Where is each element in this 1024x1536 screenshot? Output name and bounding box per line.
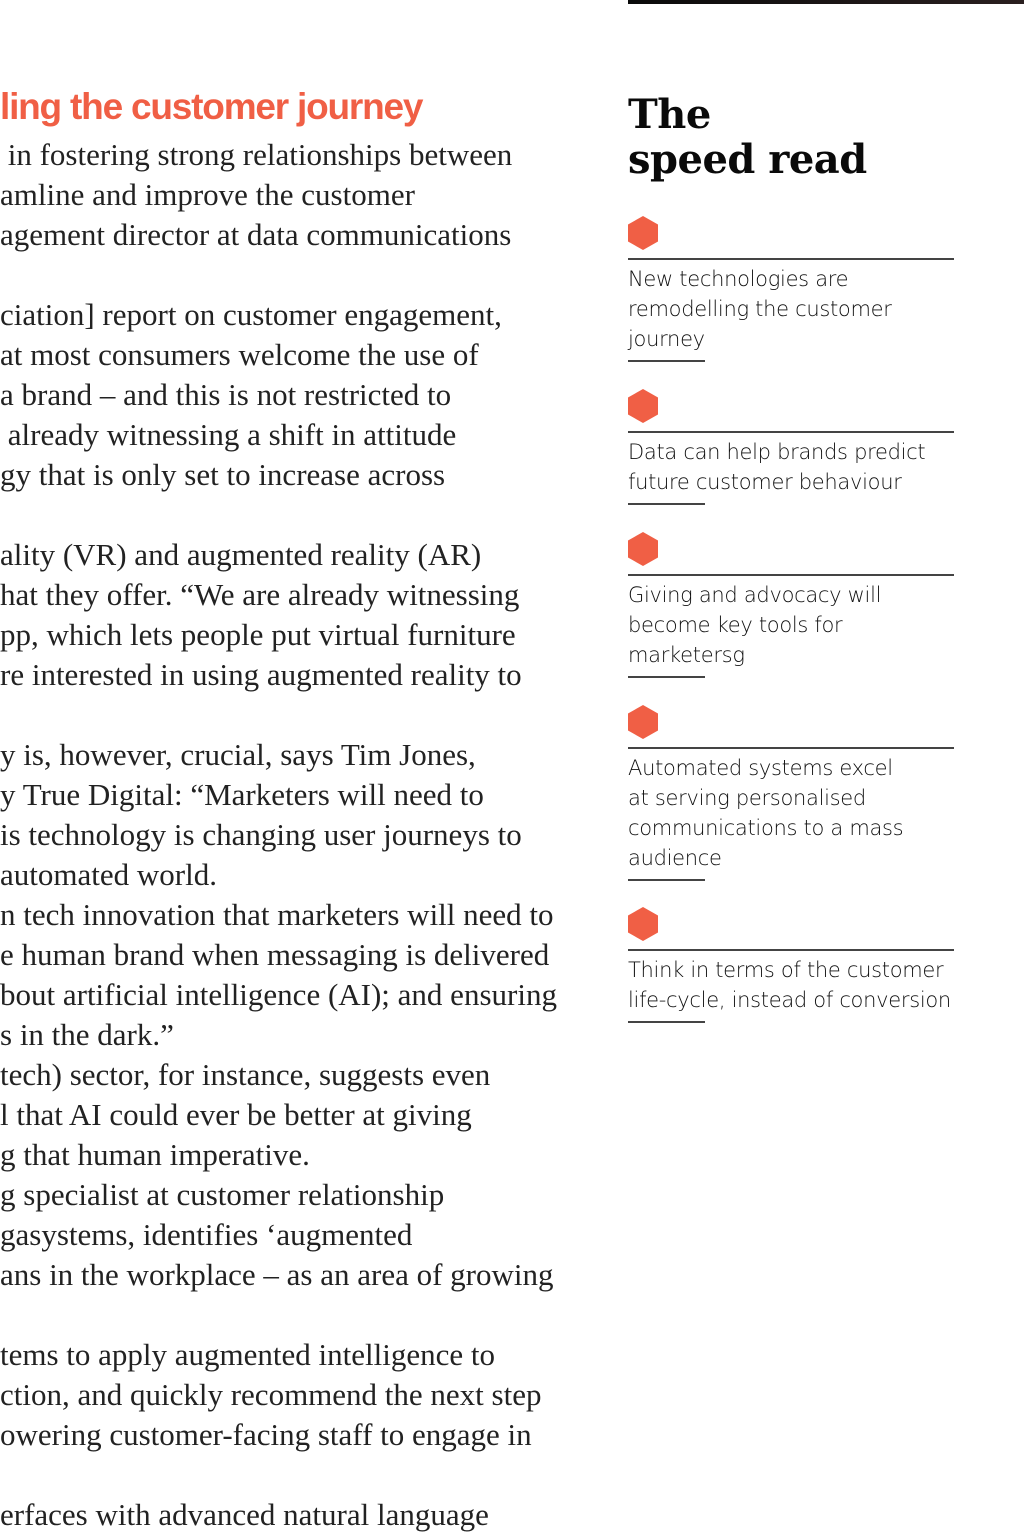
paragraph-gap	[0, 255, 570, 295]
speed-read-item	[628, 705, 954, 881]
body-text-line: is technology is changing user journeys to	[0, 817, 522, 852]
body-text-line: s in the dark.”	[0, 1017, 174, 1052]
body-text-line: n tech innovation that marketers will need to	[0, 897, 554, 932]
speed-read-title-line2: speed read	[628, 136, 867, 183]
body-text-line: y is, however, crucial, says Tim Jones,	[0, 737, 476, 772]
body-text-line: y True Digital: “Marketers will need to	[0, 777, 484, 812]
speed-read-item-text: Think in terms of the customer life-cycle, instead of conversion	[628, 958, 951, 1012]
divider-short	[628, 503, 705, 505]
speed-read-item	[628, 216, 954, 362]
body-text-line: amline and improve the customer	[0, 177, 415, 212]
body-text-line: ality (VR) and augmented reality (AR)	[0, 537, 482, 572]
hexagon-bullet-icon	[628, 705, 658, 739]
hexagon-bullet-icon	[628, 907, 658, 941]
paragraph-gap	[0, 695, 570, 735]
speed-read-item	[628, 907, 954, 1023]
speed-read-title	[628, 92, 867, 182]
top-rule	[628, 0, 1024, 4]
article-headline: ling the customer journey	[0, 86, 423, 127]
body-text-line: re interested in using augmented reality to	[0, 657, 522, 692]
body-text-line: l that AI could ever be better at giving	[0, 1097, 472, 1132]
article-body	[0, 135, 570, 1535]
body-text-line: already witnessing a shift in attitude	[0, 417, 457, 452]
divider-short	[628, 1021, 705, 1023]
hexagon-bullet-icon	[628, 216, 658, 250]
body-text-line: ciation] report on customer engagement,	[0, 297, 502, 332]
body-text-line: bout artificial intelligence (AI); and ensuring	[0, 977, 557, 1012]
hexagon-bullet-icon	[628, 389, 658, 423]
body-text-line: gasystems, identifies ‘augmented	[0, 1217, 413, 1252]
divider-short	[628, 879, 705, 881]
body-text-line: pp, which lets people put virtual furniture	[0, 617, 516, 652]
body-text-line: agement director at data communications	[0, 217, 512, 252]
speed-read-title-line1: The	[628, 91, 711, 138]
speed-read-item-text: Automated systems excel at serving personalised communications to a mass audience	[628, 756, 904, 870]
speed-read-item-text: New technologies are remodelling the customer journey	[628, 267, 892, 351]
body-text-line: g that human imperative.	[0, 1137, 310, 1172]
speed-read-item	[628, 389, 954, 505]
body-text-line: automated world.	[0, 857, 217, 892]
body-text-line: tech) sector, for instance, suggests even	[0, 1057, 491, 1092]
body-text-line: a brand – and this is not restricted to	[0, 377, 452, 412]
body-text-line: g specialist at customer relationship	[0, 1177, 445, 1212]
body-text-line: ction, and quickly recommend the next step	[0, 1377, 542, 1412]
speed-read-item	[628, 532, 954, 678]
body-text-line: ans in the workplace – as an area of growing	[0, 1257, 554, 1292]
hexagon-bullet-icon	[628, 532, 658, 566]
body-text-line: at most consumers welcome the use of	[0, 337, 479, 372]
body-text-line: owering customer-facing staff to engage in	[0, 1417, 532, 1452]
divider-short	[628, 360, 705, 362]
paragraph-gap	[0, 495, 570, 535]
paragraph-gap	[0, 1455, 570, 1495]
divider-short	[628, 676, 705, 678]
speed-read-item-text: Data can help brands predict future customer behaviour	[628, 440, 926, 494]
body-text-line: erfaces with advanced natural language	[0, 1497, 489, 1532]
paragraph-gap	[0, 1295, 570, 1335]
body-text-line: tems to apply augmented intelligence to	[0, 1337, 496, 1372]
body-text-line: hat they offer. “We are already witnessing	[0, 577, 520, 612]
body-text-line: e human brand when messaging is delivered	[0, 937, 550, 972]
speed-read-item-text: Giving and advocacy will become key tools for marketersg	[628, 583, 882, 667]
body-text-line: in fostering strong relationships between	[0, 137, 513, 172]
body-text-line: gy that is only set to increase across	[0, 457, 446, 492]
